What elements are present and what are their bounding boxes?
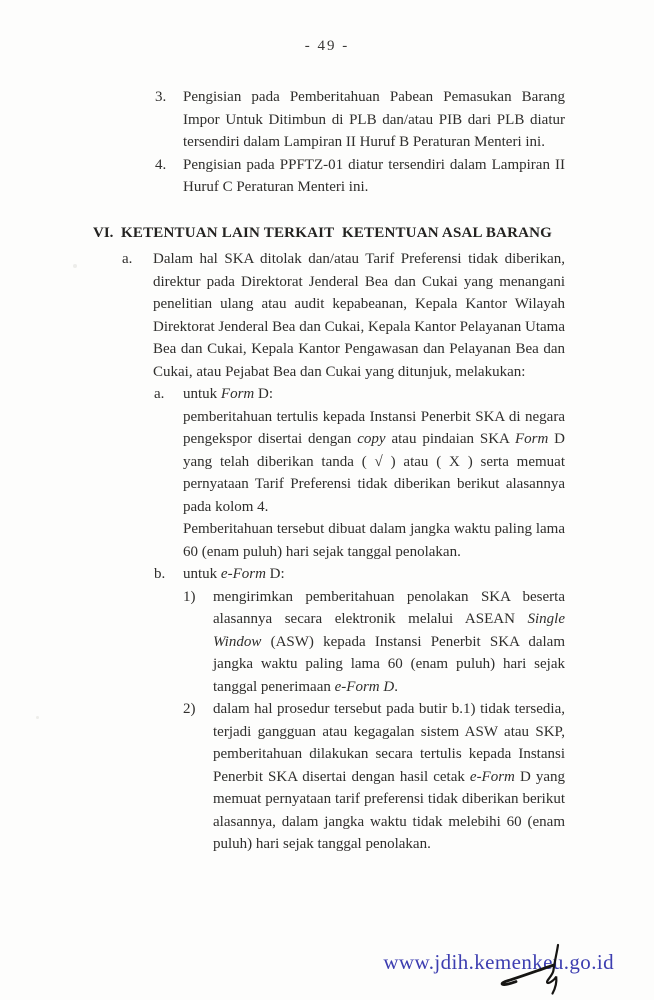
scan-artifact-speck	[36, 716, 39, 719]
sub-item-a	[153, 383, 565, 563]
list-item-3-marker: 3.	[155, 89, 167, 105]
sub-item-b	[153, 563, 565, 856]
section-vi-title: KETENTUAN LAIN TERKAIT KETENTUAN ASAL BARANG	[121, 224, 553, 241]
point-1-text: mengirimkan pemberitahuan penolakan SKA beserta alasannya secara elektronik melalui ASEAN Single Window (ASW) kepada Instansi Penerbit SKA dalam jangka waktu paling lama 60 (enam puluh) hari sejak tanggal penerimaan e-Form D.	[213, 588, 565, 695]
sub-item-a-paragraph-1: pemberitahuan tertulis kepada Instansi Penerbit SKA di negara pengekspor disertai dengan copy atau pindaian SKA Form D yang telah diberikan tanda ( √ ) atau ( X ) serta memuat pernyataan Tarif Preferensi tidak diberikan berikut alasannya pada kolom 4.	[183, 408, 565, 515]
point-1-marker: 1)	[183, 588, 196, 605]
point-1	[183, 586, 565, 699]
signature-initials-icon	[492, 938, 572, 1000]
list-item-4-marker: 4.	[155, 156, 167, 173]
list-item-3-text: Pengisian pada Pemberitahuan Pabean Pemasukan Barang Impor Untuk Ditimbun di PLB dan/atau PIB dari PLB diatur tersendiri dalam Lampiran II Huruf B Peraturan Menteri ini.	[183, 89, 565, 150]
list-item-4-text: Pengisian pada PPFTZ-01 diatur tersendiri dalam Lampiran II Huruf C Peraturan Menteri ini.	[183, 156, 565, 195]
jdih-watermark-url: www.jdih.kemenkeu.go.id	[383, 950, 614, 974]
item-a-paragraph: Dalam hal SKA ditolak dan/atau Tarif Preferensi tidak diberikan, direktur pada Direktorat Jenderal Bea dan Cukai yang menangani penelitian ulang atau audit kepabeanan, Kepala Kantor Wilayah Direktorat Jenderal Bea dan Cukai, Kepala Kantor Pelayanan Utama Bea dan Cukai, Kepala Kantor Pengawasan dan Pelayanan Bea dan Cukai, atau Pejabat Bea dan Cukai yang ditunjuk, melakukan:	[153, 251, 565, 380]
sub-item-b-body	[183, 563, 565, 856]
sub-item-a-label: untuk Form D:	[183, 386, 274, 402]
sub-item-a-paragraph-2: Pemberitahuan tersebut dibuat dalam jangka waktu paling lama 60 (enam puluh) hari sejak tanggal penolakan.	[183, 521, 565, 560]
sub-item-a-marker: a.	[154, 386, 165, 402]
page-number: - 49 -	[304, 38, 350, 54]
section-item-a	[93, 248, 565, 856]
section-item-a-marker: a.	[122, 251, 133, 267]
section-vi-marker: VI.	[93, 224, 114, 241]
sub-item-b-label: untuk e-Form D:	[183, 566, 285, 582]
section-item-a-body	[153, 248, 565, 856]
point-2	[183, 698, 565, 856]
section-vi-header	[93, 222, 565, 245]
point-2-marker: 2)	[183, 701, 196, 717]
list-item-4	[93, 154, 565, 199]
sub-item-a-body	[183, 383, 565, 563]
scan-artifact-speck	[73, 264, 77, 268]
list-item-3	[93, 86, 565, 154]
point-2-text: dalam hal prosedur tersebut pada butir b.1) tidak tersedia, terjadi gangguan atau kegagalan sistem ASW atau SKP, pemberitahuan dilakukan secara tertulis kepada Instansi Penerbit SKA disertai dengan hasil cetak e-Form D yang memuat pernyataan tarif preferensi tidak diberikan berikut alasannya, dalam jangka waktu tidak melebihi 60 (enam puluh) hari sejak tanggal penolakan.	[213, 701, 565, 852]
document-body	[93, 86, 565, 856]
sub-item-b-marker: b.	[154, 566, 166, 582]
